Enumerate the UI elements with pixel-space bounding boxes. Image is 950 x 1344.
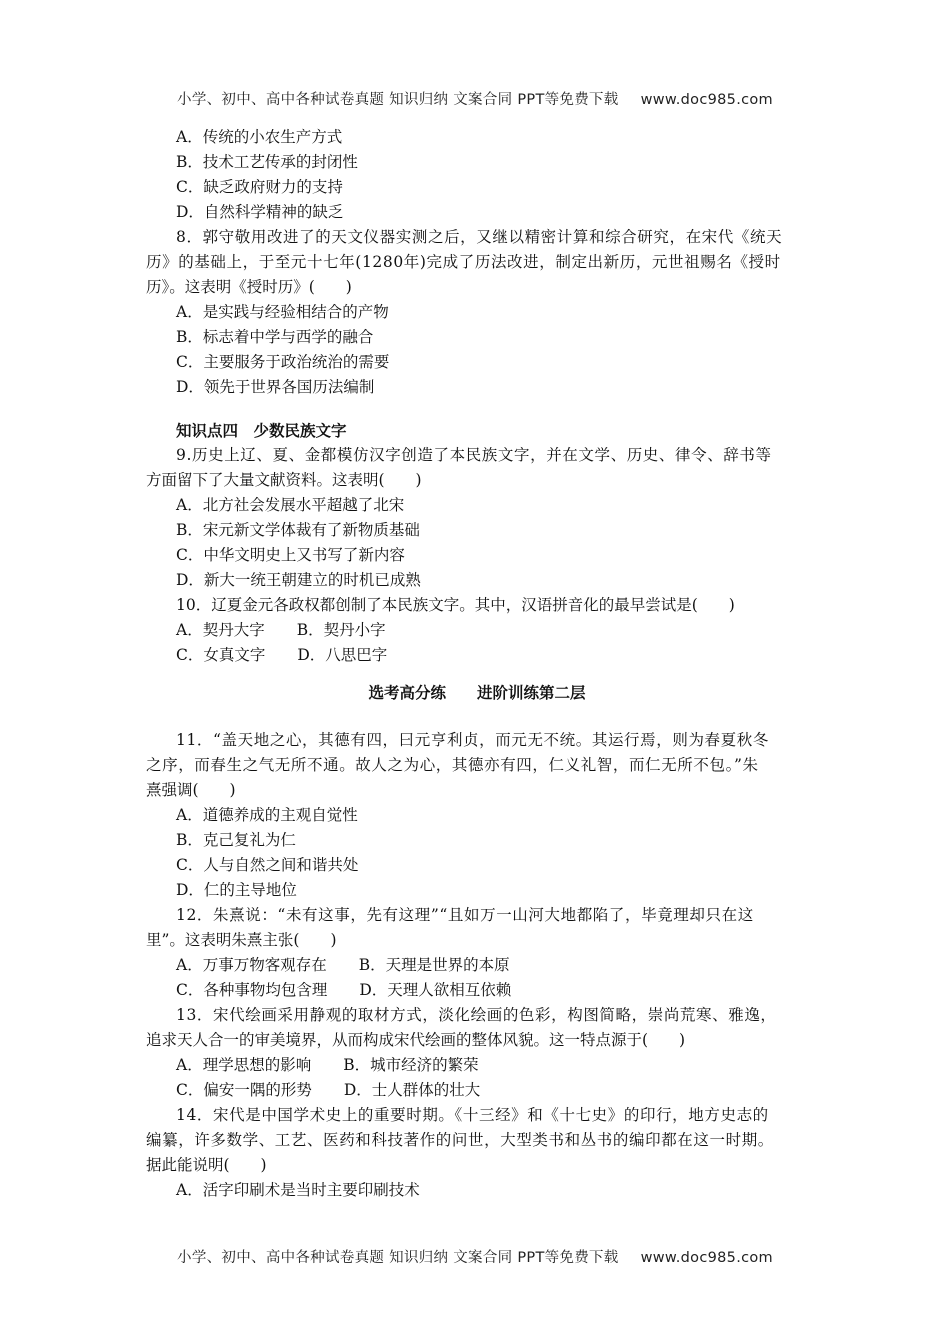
q13-stem-line-2: 追求天人合一的审美境界，从而构成宋代绘画的整体风貌。这一特点源于( ) [146, 1031, 686, 1049]
q8-option-c[interactable]: C．主要服务于政治统治的需要 [176, 353, 390, 371]
q9-option-d[interactable]: D．新大一统王朝建立的时机已成熟 [176, 571, 421, 589]
q10-option-a[interactable]: A．契丹大字 [176, 621, 265, 639]
q14-option-a[interactable]: A．活字印刷术是当时主要印刷技术 [176, 1181, 420, 1199]
q13-stem-line-1: 13．宋代绘画采用静观的取材方式，淡化绘画的色彩，构图简略，崇尚荒寒、雅逸， [176, 1006, 777, 1024]
q10-option-b[interactable]: B．契丹小字 [296, 621, 386, 639]
q11-option-d[interactable]: D．仁的主导地位 [176, 881, 297, 899]
q8-stem-line-3: 历》。这表明《授时历》( ) [146, 278, 352, 296]
q13-option-b[interactable]: B．城市经济的繁荣 [343, 1056, 479, 1074]
q11-option-b[interactable]: B．克己复礼为仁 [176, 831, 296, 849]
q9-stem-line-1: 9.历史上辽、夏、金都模仿汉字创造了本民族文字，并在文学、历史、律令、辞书等 [176, 446, 772, 464]
q13-options-row-1 [146, 1053, 808, 1078]
q11-stem-line-1: 11．“盖天地之心，其德有四，曰元亨利贞，而元无不统。其运行焉，则为春夏秋冬 [176, 731, 769, 749]
q13-option-a[interactable]: A．理学思想的影响 [176, 1056, 312, 1074]
q11-option-c[interactable]: C．人与自然之间和谐共处 [176, 856, 359, 874]
document-body [146, 125, 808, 1203]
q12-option-a[interactable]: A．万事万物客观存在 [176, 956, 327, 974]
q8-option-d[interactable]: D．领先于世界各国历法编制 [176, 378, 375, 396]
q10-stem: 10．辽夏金元各政权都创制了本民族文字。其中，汉语拼音化的最早尝试是( ) [176, 596, 735, 614]
q11-option-a[interactable]: A．道德养成的主观自觉性 [176, 806, 358, 824]
header-site-link[interactable]: www.doc985.com [640, 92, 773, 108]
q12-options-row-2 [146, 978, 808, 1003]
q10-option-d[interactable]: D．八思巴字 [297, 646, 388, 664]
q9-option-c[interactable]: C．中华文明史上又书写了新内容 [176, 546, 405, 564]
page-header [0, 88, 950, 109]
q12-options-row-1 [146, 953, 808, 978]
q12-stem-line-2: 里”。这表明朱熹主张( ) [146, 931, 337, 949]
q12-option-d[interactable]: D．天理人欲相互依赖 [359, 981, 512, 999]
page-footer [0, 1246, 950, 1267]
q8-stem-line-1: 8．郭守敬用改进了的天文仪器实测之后，又继以精密计算和综合研究，在宋代《统天 [176, 228, 783, 246]
q8-stem-line-2: 历》的基础上，于至元十七年(1280年)完成了历法改进，制定出新历，元世祖赐名《授时 [146, 253, 781, 271]
level-2-title: 选考高分练 进阶训练第二层 [368, 683, 586, 702]
q12-option-b[interactable]: B．天理是世界的本原 [358, 956, 510, 974]
q13-options-row-2 [146, 1078, 808, 1103]
footer-text: 小学、初中、高中各种试卷真题 知识归纳 文案合同 PPT等免费下载 [177, 1250, 619, 1266]
q14-stem-line-3: 据此能说明( ) [146, 1156, 267, 1174]
q9-option-b[interactable]: B．宋元新文学体裁有了新物质基础 [176, 521, 420, 539]
q8-option-a[interactable]: A．是实践与经验相结合的产物 [176, 303, 389, 321]
q10-option-c[interactable]: C．女真文字 [176, 646, 266, 664]
q7-option-d[interactable]: D．自然科学精神的缺乏 [176, 203, 344, 221]
q9-stem-line-2: 方面留下了大量文献资料。这表明( ) [146, 471, 422, 489]
q7-option-a[interactable]: A．传统的小农生产方式 [176, 128, 343, 146]
q8-option-b[interactable]: B．标志着中学与西学的融合 [176, 328, 374, 346]
q10-options-row-1 [146, 618, 808, 643]
q13-option-c[interactable]: C．偏安一隅的形势 [176, 1081, 312, 1099]
q14-stem-line-2: 编纂，许多数学、工艺、医药和科技著作的问世，大型类书和丛书的编印都在这一时期。 [146, 1131, 774, 1149]
q13-option-d[interactable]: D．士人群体的壮大 [343, 1081, 481, 1099]
q7-option-c[interactable]: C．缺乏政府财力的支持 [176, 178, 343, 196]
q10-options-row-2 [146, 643, 808, 668]
q12-stem-line-1: 12．朱熹说：“未有这事，先有这理”“且如万一山河大地都陷了，毕竟理却只在这 [176, 906, 754, 924]
q7-option-b[interactable]: B．技术工艺传承的封闭性 [176, 153, 358, 171]
q12-option-c[interactable]: C．各种事物均包含理 [176, 981, 328, 999]
q14-stem-line-1: 14．宋代是中国学术史上的重要时期。《十三经》和《十七史》的印行，地方史志的 [176, 1106, 769, 1124]
q9-option-a[interactable]: A．北方社会发展水平超越了北宋 [176, 496, 405, 514]
q11-stem-line-2: 之序，而春生之气无所不通。故人之为心，其德亦有四，仁义礼智，而仁无所不包。”朱 [146, 756, 759, 774]
header-text: 小学、初中、高中各种试卷真题 知识归纳 文案合同 PPT等免费下载 [177, 92, 619, 108]
q11-stem-line-3: 熹强调( ) [146, 781, 236, 799]
footer-site-link[interactable]: www.doc985.com [640, 1250, 773, 1266]
section-heading-4: 知识点四 少数民族文字 [176, 421, 347, 440]
